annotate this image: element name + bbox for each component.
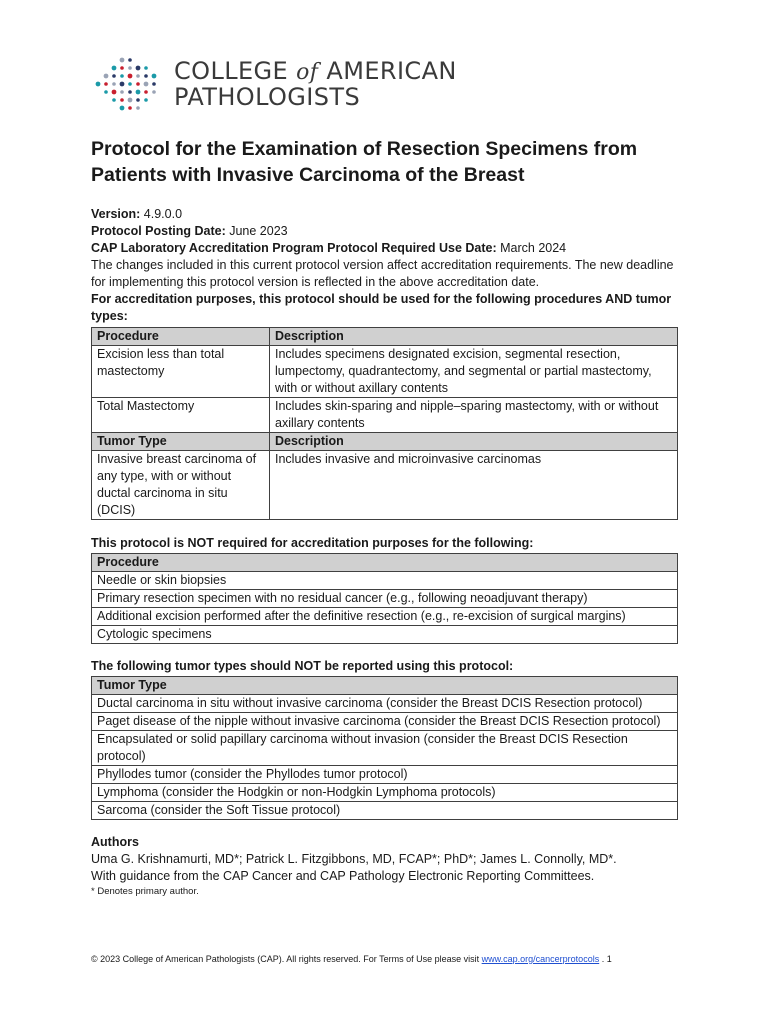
guidance-note: With guidance from the CAP Cancer and CAP Pathology Electronic Reporting Committees. (91, 869, 595, 883)
table-row (92, 695, 678, 713)
table-cell: Paget disease of the nipple without invasive carcinoma (consider the Breast DCIS Resection protocol) (92, 713, 678, 731)
logo-of: of (296, 59, 319, 85)
table-cell: Ductal carcinoma in situ without invasive carcinoma (consider the Breast DCIS Resection protocol) (92, 695, 678, 713)
required-use-date-value: March 2024 (496, 241, 567, 255)
table-header-row (92, 554, 678, 572)
table-row (92, 608, 678, 626)
not-reported-table (91, 676, 678, 820)
protocol-meta (91, 206, 691, 325)
table-cell: Primary resection specimen with no residual cancer (e.g., following neoadjuvant therapy) (92, 590, 678, 608)
table-header-row (92, 328, 678, 346)
column-header: Procedure (92, 554, 678, 572)
logo-american: AMERICAN (318, 56, 457, 85)
page-footer (91, 953, 691, 965)
table-cell: Includes specimens designated excision, segmental resection, lumpectomy, quadrantectomy, and segmental or partial mastectomy, with or without axillary contents (270, 346, 678, 398)
table-row (92, 626, 678, 644)
column-header: Description (270, 433, 678, 451)
table-header-row (92, 433, 678, 451)
column-header: Tumor Type (92, 433, 270, 451)
not-required-heading: This protocol is NOT required for accreditation purposes for the following: (91, 536, 534, 550)
version-label: Version: (91, 207, 141, 221)
table-row (92, 451, 678, 520)
version-value: 4.9.0.0 (140, 207, 183, 221)
cancer-protocols-link[interactable]: www.cap.org/cancerprotocols (481, 954, 600, 964)
table-cell: Invasive breast carcinoma of any type, with or without ductal carcinoma in situ (DCIS) (92, 451, 270, 520)
logo-wordmark (174, 56, 457, 111)
table-cell: Encapsulated or solid papillary carcinoma without invasion (consider the Breast DCIS Resection protocol) (92, 731, 678, 766)
table-cell: Includes invasive and microinvasive carcinomas (270, 451, 678, 520)
table-header-row (92, 677, 678, 695)
not-required-table (91, 553, 678, 644)
posting-date-label: Protocol Posting Date: (91, 224, 226, 238)
cap-logo (94, 56, 457, 112)
table-cell: Additional excision performed after the definitive resection (e.g., re-excision of surgical margins) (92, 608, 678, 626)
primary-author-note: * Denotes primary author. (91, 886, 199, 897)
changes-note: The changes included in this current protocol version affect accreditation requirements. The new deadline for implementing this protocol version is reflected in the above accreditation date. (91, 258, 674, 289)
table-row (92, 802, 678, 820)
table-row (92, 590, 678, 608)
procedures-table (91, 327, 678, 520)
table-row (92, 784, 678, 802)
table-cell: Phyllodes tumor (consider the Phyllodes tumor protocol) (92, 766, 678, 784)
not-reported-heading: The following tumor types should NOT be reported using this protocol: (91, 659, 514, 673)
logo-dots-icon (94, 56, 160, 112)
copyright-text: © 2023 College of American Pathologists (CAP). All rights reserved. For Terms of Use please visit (91, 954, 482, 964)
page-number: . 1 (599, 954, 612, 964)
table-cell: Includes skin-sparing and nipple–sparing mastectomy, with or without axillary contents (270, 398, 678, 433)
required-use-date-label: CAP Laboratory Accreditation Program Protocol Required Use Date: (91, 241, 497, 255)
table-cell: Excision less than total mastectomy (92, 346, 270, 398)
table-row (92, 713, 678, 731)
table-row (92, 346, 678, 398)
authors-section (91, 834, 691, 899)
authors-heading: Authors (91, 835, 139, 849)
table-cell: Needle or skin biopsies (92, 572, 678, 590)
column-header: Procedure (92, 328, 270, 346)
posting-date-value: June 2023 (225, 224, 288, 238)
table-cell: Total Mastectomy (92, 398, 270, 433)
column-header: Tumor Type (92, 677, 678, 695)
document-title: Protocol for the Examination of Resection Specimens from Patients with Invasive Carcinoma of the Breast (91, 138, 638, 186)
table-row (92, 766, 678, 784)
table-cell: Cytologic specimens (92, 626, 678, 644)
table-row (92, 572, 678, 590)
logo-college: COLLEGE (174, 56, 297, 85)
accreditation-heading: For accreditation purposes, this protocol should be used for the following procedures AND tumor types: (91, 292, 672, 323)
author-names: Uma G. Krishnamurti, MD*; Patrick L. Fitzgibbons, MD, FCAP*; PhD*; James L. Connolly, MD*. (91, 852, 617, 866)
table-row (92, 398, 678, 433)
column-header: Description (270, 328, 678, 346)
table-cell: Lymphoma (consider the Hodgkin or non-Hodgkin Lymphoma protocols) (92, 784, 678, 802)
logo-pathologists: PATHOLOGISTS (174, 82, 361, 111)
table-cell: Sarcoma (consider the Soft Tissue protocol) (92, 802, 678, 820)
table-row (92, 731, 678, 766)
